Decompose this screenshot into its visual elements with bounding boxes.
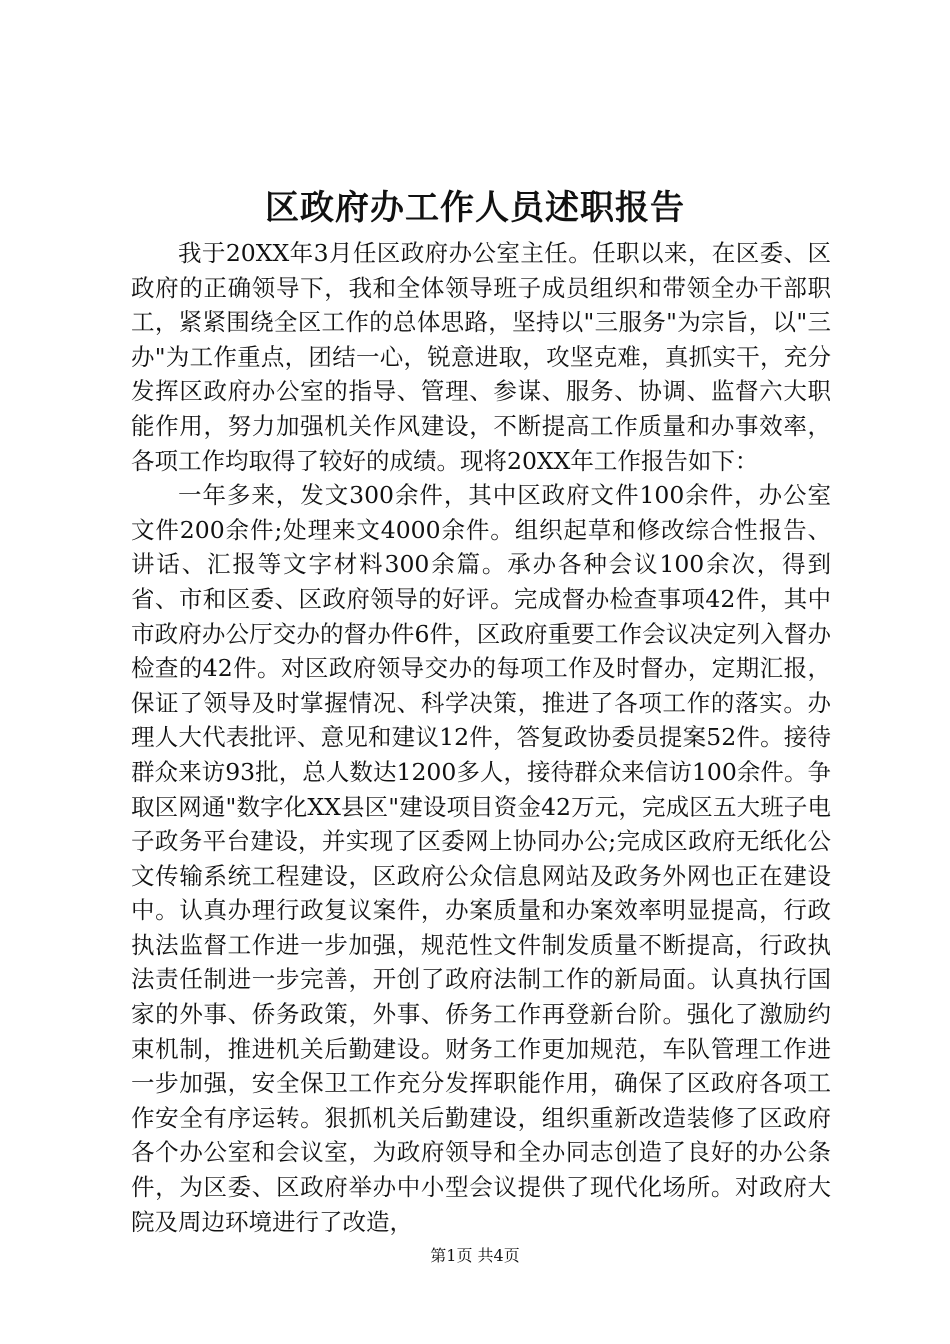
paragraph-achievements: 一年多来，发文300余件，其中区政府文件100余件，办公室文件200余件;处理来文4000余件。组织起草和修改综合性报告、讲话、汇报等文字材料300余篇。承办各种会议100余次，得到省、市和区委、区政府领导的好评。完成督办检查事项42件，其中市政府办公厅交办的督办件6件，区政府重要工作会议决定列入督办检查的42件。对区政府领导交办的每项工作及时督办，定期汇报，保证了领导及时掌握情况、科学决策，推进了各项工作的落实。办理人大代表批评、意见和建议12件，答复政协委员提案52件。接待群众来访93批，总人数达1200多人，接待群众来信访100余件。争取区网通"数字化XX县区"建设项目资金42万元，完成区五大班子电子政务平台建设，并实现了区委网上协同办公;完成区政府无纸化公文传输系统工程建设，区政府公众信息网站及政务外网也正在建设中。认真办理行政复议案件，办案质量和办案效率明显提高，行政执法监督工作进一步加强，规范性文件制发质量不断提高，行政执法责任制进一步完善，开创了政府法制工作的新局面。认真执行国家的外事、侨务政策，外事、侨务工作再登新台阶。强化了激励约束机制，推进机关后勤建设。财务工作更加规范，车队管理工作进一步加强，安全保卫工作充分发挥职能作用，确保了区政府各项工作安全有序运转。狠抓机关后勤建设，组织重新改造装修了区政府各个办公室和会议室，为政府领导和全办同志创造了良好的办公条件，为区委、区政府举办中小型会议提供了现代化场所。对政府大院及周边环境进行了改造， bbox=[131, 481, 831, 1236]
page-number: 第1页 bbox=[430, 1246, 473, 1265]
page-footer bbox=[0, 1245, 950, 1267]
document-title: 区政府办工作人员述职报告 bbox=[265, 188, 685, 228]
document-body bbox=[131, 236, 831, 1239]
page-total: 共4页 bbox=[477, 1246, 520, 1265]
paragraph-intro: 我于20XX年3月任区政府办公室主任。任职以来，在区委、区政府的正确领导下，我和全体领导班子成员组织和带领全办干部职工，紧紧围绕全区工作的总体思路，坚持以"三服务"为宗旨，以"三办"为工作重点，团结一心，锐意进取，攻坚克难，真抓实干，充分发挥区政府办公室的指导、管理、参谋、服务、协调、监督六大职能作用，努力加强机关作风建设，不断提高工作质量和办事效率，各项工作均取得了较好的成绩。现将20XX年工作报告如下： bbox=[131, 239, 831, 475]
